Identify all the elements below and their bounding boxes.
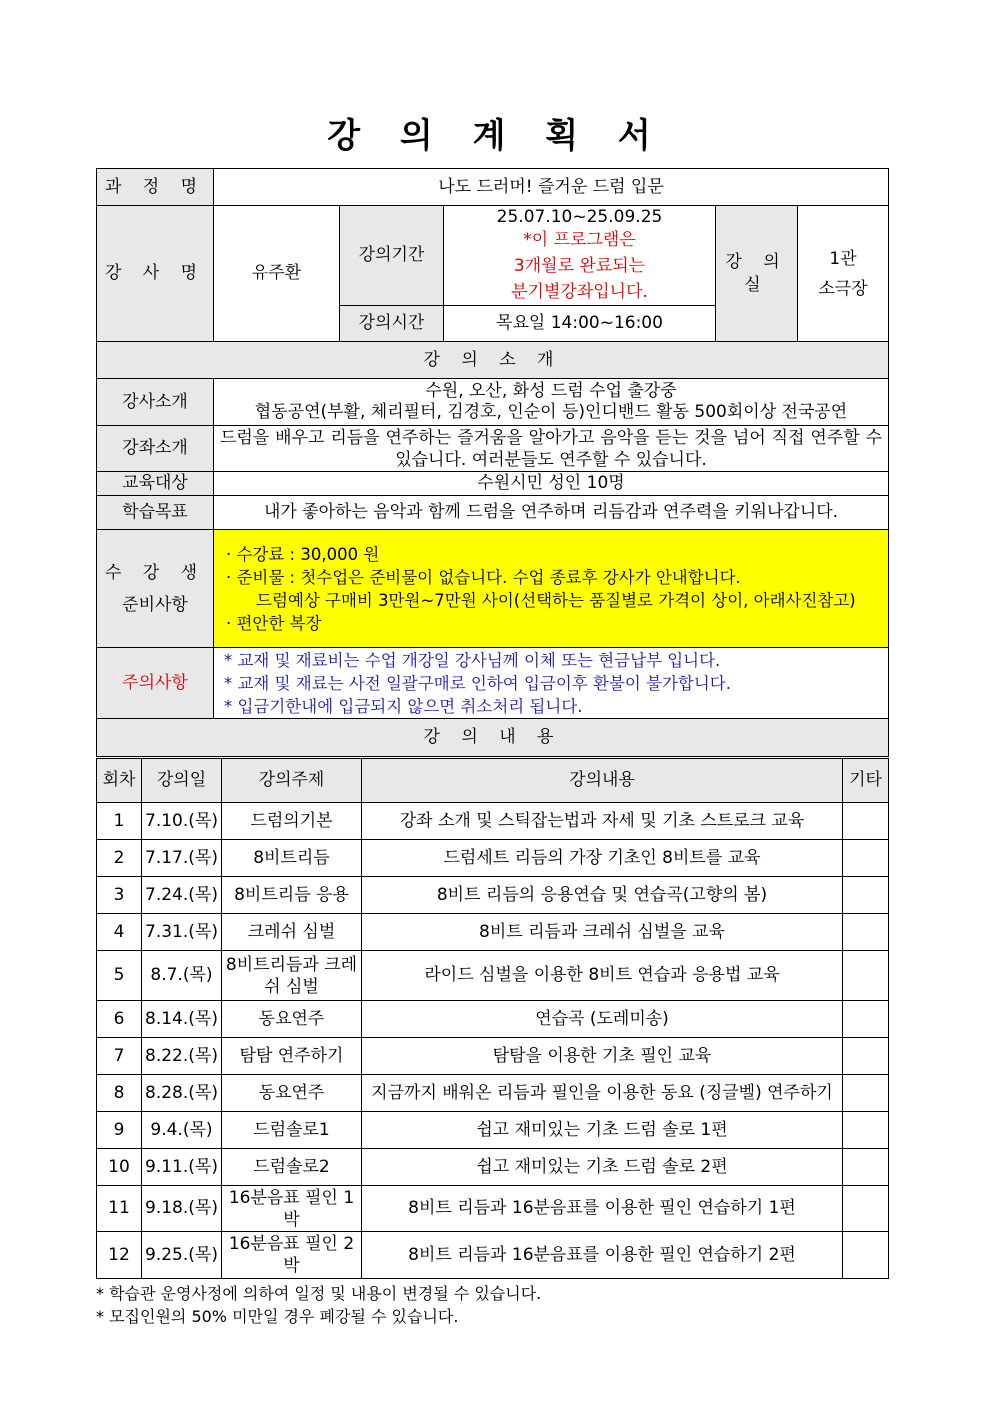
session-date: 9.4.(목) — [142, 1112, 222, 1149]
goal: 내가 좋아하는 음악과 함께 드럼을 연주하며 리듬감과 연주력을 키워나갑니다. — [214, 496, 889, 530]
session-etc — [843, 914, 889, 951]
table-row — [97, 1149, 889, 1186]
preparation-label-line-1: 수 강 생 — [104, 562, 206, 583]
instructor-intro-label: 강사소개 — [97, 379, 214, 426]
target-label: 교육대상 — [97, 472, 214, 496]
table-row — [97, 1075, 889, 1112]
session-topic: 8비트리듬과 크레쉬 심벌 — [222, 951, 362, 1001]
prep-materials: · 준비물 : 첫수업은 준비물이 없습니다. 수업 종료후 강사가 안내합니다. — [226, 567, 741, 587]
session-content: 연습곡 (도레미송) — [362, 1001, 843, 1038]
period-note-1: *이 프로그램은 — [523, 229, 636, 250]
room-building: 1관 — [829, 248, 857, 269]
session-number: 12 — [97, 1232, 142, 1279]
instructor-name: 유주환 — [214, 206, 340, 342]
table-row — [97, 1038, 889, 1075]
session-etc — [843, 1038, 889, 1075]
content-section-header: 강 의 내 용 — [97, 719, 889, 757]
schedule-table — [96, 758, 889, 1279]
session-topic: 탐탐 연주하기 — [222, 1038, 362, 1075]
col-header-etc: 기타 — [843, 759, 889, 803]
session-number: 7 — [97, 1038, 142, 1075]
table-row — [97, 914, 889, 951]
session-topic: 드럼솔로2 — [222, 1149, 362, 1186]
caution-3: * 입금기한내에 입금되지 않으면 취소처리 됩니다. — [224, 696, 583, 716]
target: 수원시민 성인 10명 — [214, 472, 889, 496]
col-header-session: 회차 — [97, 759, 142, 803]
col-header-date: 강의일 — [142, 759, 222, 803]
session-number: 6 — [97, 1001, 142, 1038]
session-etc — [843, 1075, 889, 1112]
session-date: 9.25.(목) — [142, 1232, 222, 1279]
period-note-3: 분기별강좌입니다. — [511, 281, 648, 302]
session-etc — [843, 1112, 889, 1149]
course-info-table — [96, 168, 889, 757]
session-etc — [843, 951, 889, 1001]
table-row — [97, 1112, 889, 1149]
col-header-topic: 강의주제 — [222, 759, 362, 803]
session-date: 7.10.(목) — [142, 803, 222, 840]
table-row — [97, 803, 889, 840]
session-date: 7.31.(목) — [142, 914, 222, 951]
session-content: 8비트 리듬과 16분음표를 이용한 필인 연습하기 2편 — [362, 1232, 843, 1279]
session-number: 9 — [97, 1112, 142, 1149]
session-topic: 8비트리듬 — [222, 840, 362, 877]
course-name-label: 과 정 명 — [97, 169, 214, 206]
session-number: 8 — [97, 1075, 142, 1112]
table-row — [97, 1001, 889, 1038]
session-date: 8.7.(목) — [142, 951, 222, 1001]
table-row — [97, 1232, 889, 1279]
session-etc — [843, 1232, 889, 1279]
session-topic: 드럼의기본 — [222, 803, 362, 840]
session-number: 3 — [97, 877, 142, 914]
session-content: 쉽고 재미있는 기초 드럼 솔로 1편 — [362, 1112, 843, 1149]
session-content: 지금까지 배워온 리듬과 필인을 이용한 동요 (징글벨) 연주하기 — [362, 1075, 843, 1112]
session-number: 2 — [97, 840, 142, 877]
session-etc — [843, 1186, 889, 1232]
prep-fee: · 수강료 : 30,000 원 — [226, 544, 380, 564]
session-date: 9.11.(목) — [142, 1149, 222, 1186]
session-topic: 16분음표 필인 1박 — [222, 1186, 362, 1232]
session-number: 4 — [97, 914, 142, 951]
goal-label: 학습목표 — [97, 496, 214, 530]
instructor-label: 강 사 명 — [97, 206, 214, 342]
session-content: 8비트 리듬과 크레쉬 심벌을 교육 — [362, 914, 843, 951]
preparation-label-line-2: 준비사항 — [122, 594, 188, 615]
session-date: 9.18.(목) — [142, 1186, 222, 1232]
room-name: 소극장 — [818, 278, 868, 299]
session-etc — [843, 840, 889, 877]
class-time: 목요일 14:00~16:00 — [444, 306, 716, 342]
room-label: 강 의 실 — [716, 206, 798, 342]
time-label: 강의시간 — [340, 306, 444, 342]
session-etc — [843, 1149, 889, 1186]
session-number: 11 — [97, 1186, 142, 1232]
session-number: 10 — [97, 1149, 142, 1186]
table-row — [97, 840, 889, 877]
session-topic: 드럼솔로1 — [222, 1112, 362, 1149]
caution-items — [214, 648, 889, 719]
session-etc — [843, 877, 889, 914]
col-header-content: 강의내용 — [362, 759, 843, 803]
session-topic: 크레쉬 심벌 — [222, 914, 362, 951]
caution-2: * 교재 및 재료는 사전 일괄구매로 인하여 입금이후 환불이 불가합니다. — [224, 673, 731, 693]
session-content: 8비트 리듬의 응용연습 및 연습곡(고향의 봄) — [362, 877, 843, 914]
course-intro-label: 강좌소개 — [97, 426, 214, 472]
period-note-2: 3개월로 완료되는 — [513, 255, 646, 276]
period-label: 강의기간 — [340, 206, 444, 306]
instructor-intro-line-2: 협동공연(부활, 체리필터, 김경호, 인순이 등)인디밴드 활동 500회이상 전국공연 — [254, 402, 848, 422]
session-date: 8.14.(목) — [142, 1001, 222, 1038]
session-topic: 동요연주 — [222, 1075, 362, 1112]
footnotes — [96, 1282, 541, 1328]
caution-1: * 교재 및 재료비는 수업 개강일 강사님께 이체 또는 현금납부 입니다. — [224, 650, 721, 670]
session-date: 8.28.(목) — [142, 1075, 222, 1112]
session-content: 드럼세트 리듬의 가장 기초인 8비트를 교육 — [362, 840, 843, 877]
session-topic: 8비트리듬 응용 — [222, 877, 362, 914]
course-name: 나도 드러머! 즐거운 드럼 입문 — [214, 169, 889, 206]
table-row — [97, 877, 889, 914]
session-date: 7.17.(목) — [142, 840, 222, 877]
preparation-label — [97, 530, 214, 648]
session-number: 5 — [97, 951, 142, 1001]
document-title: 강 의 계 획 서 — [327, 116, 665, 156]
table-row — [97, 1186, 889, 1232]
prep-drum-cost: 드럼예상 구매비 3만원~7만원 사이(선택하는 품질별로 가격이 상이, 아래사진참고) — [256, 590, 856, 610]
period-dates: 25.07.10~25.09.25 — [496, 206, 663, 227]
intro-section-header: 강 의 소 개 — [97, 342, 889, 379]
session-etc — [843, 803, 889, 840]
session-topic: 동요연주 — [222, 1001, 362, 1038]
session-content: 강좌 소개 및 스틱잡는법과 자세 및 기초 스트로크 교육 — [362, 803, 843, 840]
course-intro: 드럼을 배우고 리듬을 연주하는 즐거움을 알아가고 음악을 듣는 것을 넘어 직접 연주할 수 있습니다. 여러분들도 연주할 수 있습니다. — [214, 426, 889, 472]
session-topic: 16분음표 필인 2박 — [222, 1232, 362, 1279]
footnote-1: * 학습관 운영사정에 의하여 일정 및 내용이 변경될 수 있습니다. — [96, 1284, 542, 1303]
session-content: 8비트 리듬과 16분음표를 이용한 필인 연습하기 1편 — [362, 1186, 843, 1232]
preparation-items — [214, 530, 889, 648]
session-content: 라이드 심벌을 이용한 8비트 연습과 응용법 교육 — [362, 951, 843, 1001]
caution-label: 주의사항 — [97, 648, 214, 719]
instructor-intro — [214, 379, 889, 426]
session-etc — [843, 1001, 889, 1038]
session-date: 8.22.(목) — [142, 1038, 222, 1075]
period-cell — [444, 206, 716, 306]
session-content: 탐탐을 이용한 기초 필인 교육 — [362, 1038, 843, 1075]
instructor-intro-line-1: 수원, 오산, 화성 드럼 수업 출강중 — [425, 381, 677, 401]
room-cell — [798, 206, 889, 342]
footnote-2: * 모집인원의 50% 미만일 경우 폐강될 수 있습니다. — [96, 1307, 459, 1326]
session-number: 1 — [97, 803, 142, 840]
session-date: 7.24.(목) — [142, 877, 222, 914]
prep-clothing: · 편안한 복장 — [226, 613, 322, 633]
table-row — [97, 951, 889, 1001]
session-content: 쉽고 재미있는 기초 드럼 솔로 2편 — [362, 1149, 843, 1186]
